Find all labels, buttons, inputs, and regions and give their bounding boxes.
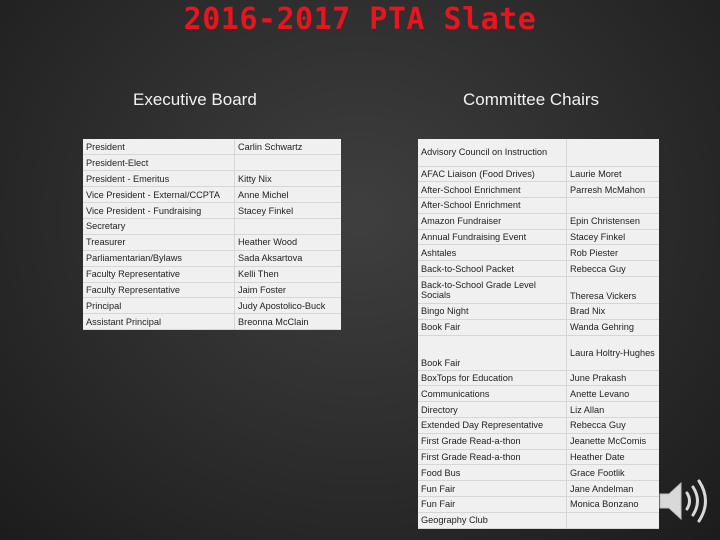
- name-cell: Anette Levano: [567, 386, 660, 402]
- table-row: [83, 314, 341, 330]
- name-cell: June Prakash: [567, 370, 660, 386]
- table-row: [418, 449, 659, 465]
- table-row: [83, 187, 341, 203]
- role-cell: President-Elect: [83, 155, 235, 171]
- role-cell: Bingo Night: [418, 304, 567, 320]
- table-row: [83, 218, 341, 234]
- role-cell: Parliamentarian/Bylaws: [83, 250, 235, 266]
- table-row: [418, 512, 659, 528]
- table-row: [418, 245, 659, 261]
- role-cell: Faculty Representative: [83, 282, 235, 298]
- name-cell: [567, 139, 660, 166]
- role-cell: BoxTops for Education: [418, 370, 567, 386]
- role-cell: Faculty Representative: [83, 266, 235, 282]
- name-cell: Laura Holtry-Hughes: [567, 335, 660, 370]
- name-cell: Parresh McMahon: [567, 182, 660, 198]
- table-row: [418, 465, 659, 481]
- table-row: [83, 139, 341, 155]
- table-row: [83, 266, 341, 282]
- name-cell: Jeanette McComis: [567, 433, 660, 449]
- role-cell: Assistant Principal: [83, 314, 235, 330]
- role-cell: Directory: [418, 402, 567, 418]
- table-row: [418, 139, 659, 166]
- role-cell: Vice President - Fundraising: [83, 203, 235, 219]
- table-row: [418, 213, 659, 229]
- name-cell: [235, 218, 342, 234]
- role-cell: Food Bus: [418, 465, 567, 481]
- name-cell: Rob Piester: [567, 245, 660, 261]
- name-cell: Epin Christensen: [567, 213, 660, 229]
- name-cell: Grace Footlik: [567, 465, 660, 481]
- table-row: [418, 418, 659, 434]
- role-cell: Annual Fundraising Event: [418, 229, 567, 245]
- table-row: [418, 319, 659, 335]
- role-cell: President: [83, 139, 235, 155]
- table-row: [418, 261, 659, 277]
- name-cell: Jane Andelman: [567, 481, 660, 497]
- name-cell: Laurie Moret: [567, 166, 660, 182]
- role-cell: Book Fair: [418, 335, 567, 370]
- table-row: [418, 335, 659, 370]
- executive-board-heading: Executive Board: [133, 90, 257, 109]
- name-cell: Kelli Then: [235, 266, 342, 282]
- executive-board-table: [83, 139, 341, 330]
- name-cell: [567, 198, 660, 214]
- name-cell: Wanda Gehring: [567, 319, 660, 335]
- role-cell: After-School Enrichment: [418, 182, 567, 198]
- table-row: [83, 203, 341, 219]
- table-row: [418, 386, 659, 402]
- role-cell: Back-to-School Grade Level Socials: [418, 277, 567, 304]
- name-cell: [567, 512, 660, 528]
- table-row: [83, 171, 341, 187]
- table-row: [83, 282, 341, 298]
- role-cell: Secretary: [83, 218, 235, 234]
- table-row: [83, 250, 341, 266]
- committee-chairs-heading: Committee Chairs: [463, 90, 600, 109]
- role-cell: Vice President - External/CCPTA: [83, 187, 235, 203]
- table-row: [418, 198, 659, 214]
- name-cell: [235, 155, 342, 171]
- name-cell: Stacey Finkel: [235, 203, 342, 219]
- role-cell: Back-to-School Packet: [418, 261, 567, 277]
- name-cell: Rebecca Guy: [567, 418, 660, 434]
- table-row: [83, 234, 341, 250]
- role-cell: First Grade Read-a-thon: [418, 449, 567, 465]
- committee-chairs-table: [418, 139, 659, 529]
- table-row: [83, 155, 341, 171]
- name-cell: Heather Wood: [235, 234, 342, 250]
- role-cell: Fun Fair: [418, 481, 567, 497]
- table-row: [418, 182, 659, 198]
- name-cell: Kitty Nix: [235, 171, 342, 187]
- slide-title: 2016-2017 PTA Slate: [183, 2, 537, 37]
- table-row: [418, 229, 659, 245]
- table-row: [418, 481, 659, 497]
- role-cell: Extended Day Representative: [418, 418, 567, 434]
- name-cell: Heather Date: [567, 449, 660, 465]
- role-cell: Geography Club: [418, 512, 567, 528]
- name-cell: Stacey Finkel: [567, 229, 660, 245]
- speaker-icon-graphic: [656, 476, 712, 526]
- table-row: [83, 298, 341, 314]
- table-row: [418, 370, 659, 386]
- role-cell: Communications: [418, 386, 567, 402]
- name-cell: Monica Bonzano: [567, 497, 660, 513]
- role-cell: Ashtales: [418, 245, 567, 261]
- speaker-icon[interactable]: [656, 476, 712, 526]
- role-cell: Principal: [83, 298, 235, 314]
- name-cell: Breonna McClain: [235, 314, 342, 330]
- role-cell: President - Emeritus: [83, 171, 235, 187]
- name-cell: Carlin Schwartz: [235, 139, 342, 155]
- role-cell: Amazon Fundraiser: [418, 213, 567, 229]
- role-cell: Fun Fair: [418, 497, 567, 513]
- role-cell: First Grade Read-a-thon: [418, 433, 567, 449]
- name-cell: Liz Allan: [567, 402, 660, 418]
- table-row: [418, 402, 659, 418]
- table-row: [418, 304, 659, 320]
- table-row: [418, 433, 659, 449]
- role-cell: Book Fair: [418, 319, 567, 335]
- table-row: [418, 277, 659, 304]
- table-row: [418, 497, 659, 513]
- name-cell: Judy Apostolico-Buck: [235, 298, 342, 314]
- name-cell: Anne Michel: [235, 187, 342, 203]
- name-cell: Brad Nix: [567, 304, 660, 320]
- role-cell: AFAC Liaison (Food Drives): [418, 166, 567, 182]
- role-cell: After-School Enrichment: [418, 198, 567, 214]
- table-row: [418, 166, 659, 182]
- name-cell: Jaim Foster: [235, 282, 342, 298]
- role-cell: Advisory Council on Instruction: [418, 139, 567, 166]
- name-cell: Theresa Vickers: [567, 277, 660, 304]
- name-cell: Rebecca Guy: [567, 261, 660, 277]
- role-cell: Treasurer: [83, 234, 235, 250]
- name-cell: Sada Aksartova: [235, 250, 342, 266]
